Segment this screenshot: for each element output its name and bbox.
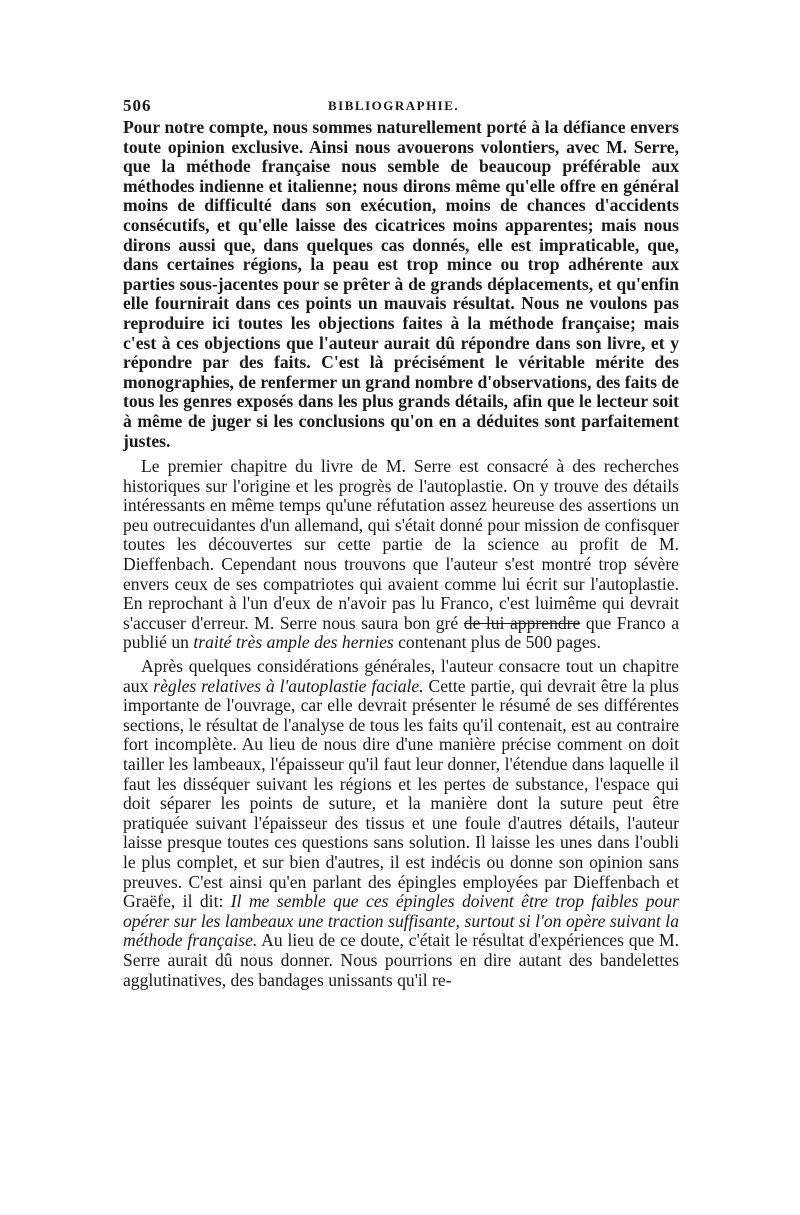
italic-quotation: Il me semble que ces épingles doivent être trop faibles pour opérer sur les lambeaux une traction suffisante, surtout si l'on opère suivant la méthode française. — [123, 891, 679, 951]
paragraph-2-text: Le premier chapitre du livre de M. Serre est consacré à des recherches historiques sur l'origine et les progrès de l'autoplastie. On y trouve des détails intéressants en même temps qu'une réfutation assez heureuse des assertions un peu outrecuidantes d'un allemand, qui s'était donné pour mission de confisquer toutes les découvertes sur cette partie de la science au profit de M. Dieffenbach. Cependant nous trouvons que l'auteur s'est montré trop sévère envers ceux de ses compatriotes qui avaient comme lui écrit sur l'autoplastie. En reprochant à l'un d'eux de n'avoir pas lu Franco, c'est luimême qui devrait s'accuser d'erreur. M. Serre nous saura bon gré — [123, 456, 679, 633]
running-head — [123, 92, 679, 118]
section-title: BIBLIOGRAPHIE. — [328, 98, 460, 113]
paragraph-2-mid: que Franco a publié un — [123, 612, 679, 653]
italic-chapter-title: règles relatives à l'autoplastie faciale. — [153, 675, 424, 696]
body-text — [123, 118, 679, 990]
paragraph-3-text: Après quelques considérations générales, l'auteur consacre tout un chapitre aux — [123, 656, 679, 696]
paragraph-3-end: Au lieu de ce doute, c'était le résultat d'expériences que M. Serre aurait dû nous donner. Nous pourrions en dire autant des bandelettes agglutinatives, des bandages unissants qu'il re- — [123, 930, 679, 990]
paragraph-2 — [123, 457, 679, 653]
paragraph-3 — [123, 657, 679, 990]
paragraph-3-mid: Cette partie, qui devrait être la plus importante de l'ouvrage, car elle devrait présenter le résumé de ses différentes sections, le résultat de l'analyse de tous les faits qu'il contenait, est au contraire fort incomplète. Au lieu de nous dire d'une manière précise comment on doit tailler les lambeaux, l'épaisseur qu'il faut leur donner, l'étendue dans laquelle il faut les disséquer suivant les régions et les pertes de substance, l'espace qui doit séparer les points de suture, et la manière dont la suture peut être pratiquée suivant l'épaisseur des tissus et une foule d'autres détails, l'auteur laisse presque toutes ces questions sans solution. Il laisse les unes dans l'oubli le plus complet, et sur bien d'autres, il est indécis ou donne son opinion sans preuves. C'est ainsi qu'en parlant des épingles employées par Dieffenbach et Graëfe, il dit: — [123, 675, 679, 912]
paragraph-1: Pour notre compte, nous sommes naturellement porté à la défiance envers toute opinion exclusive. Ainsi nous avouerons volontiers, avec M. Serre, que la méthode française nous semble de beaucoup préférable aux méthodes indienne et italienne; nous dirons même qu'elle offre en général moins de difficulté dans son exécution, moins de chances d'accidents consécutifs, et qu'elle laisse des cicatrices moins apparentes; mais nous dirons aussi que, dans quelques cas donnés, elle est impraticable, que, dans certaines régions, la peau est trop mince ou trop adhérente aux parties sous-jacentes pour se prêter à de grands déplacements, et qu'enfin elle fournirait dans ces points un mauvais résultat. Nous ne voulons pas reproduire ici toutes les objections faites à la méthode française; mais c'est à ces objections que l'auteur aurait dû répondre dans son livre, et y répondre par des faits. C'est là précisément le véritable mérite des monographies, de renfermer un grand nombre d'observations, des faits de tous les genres exposés dans les plus grands détails, afin que le lecteur soit à même de juger si les conclusions qu'on en a déduites sont parfaitement justes. — [123, 117, 679, 451]
paragraph-2-end: contenant plus de 500 pages. — [393, 632, 601, 653]
book-page — [123, 92, 679, 990]
struck-text: de lui apprendre — [463, 612, 581, 633]
page-number: 506 — [123, 96, 152, 115]
italic-title: traité très ample des hernies — [193, 632, 394, 653]
